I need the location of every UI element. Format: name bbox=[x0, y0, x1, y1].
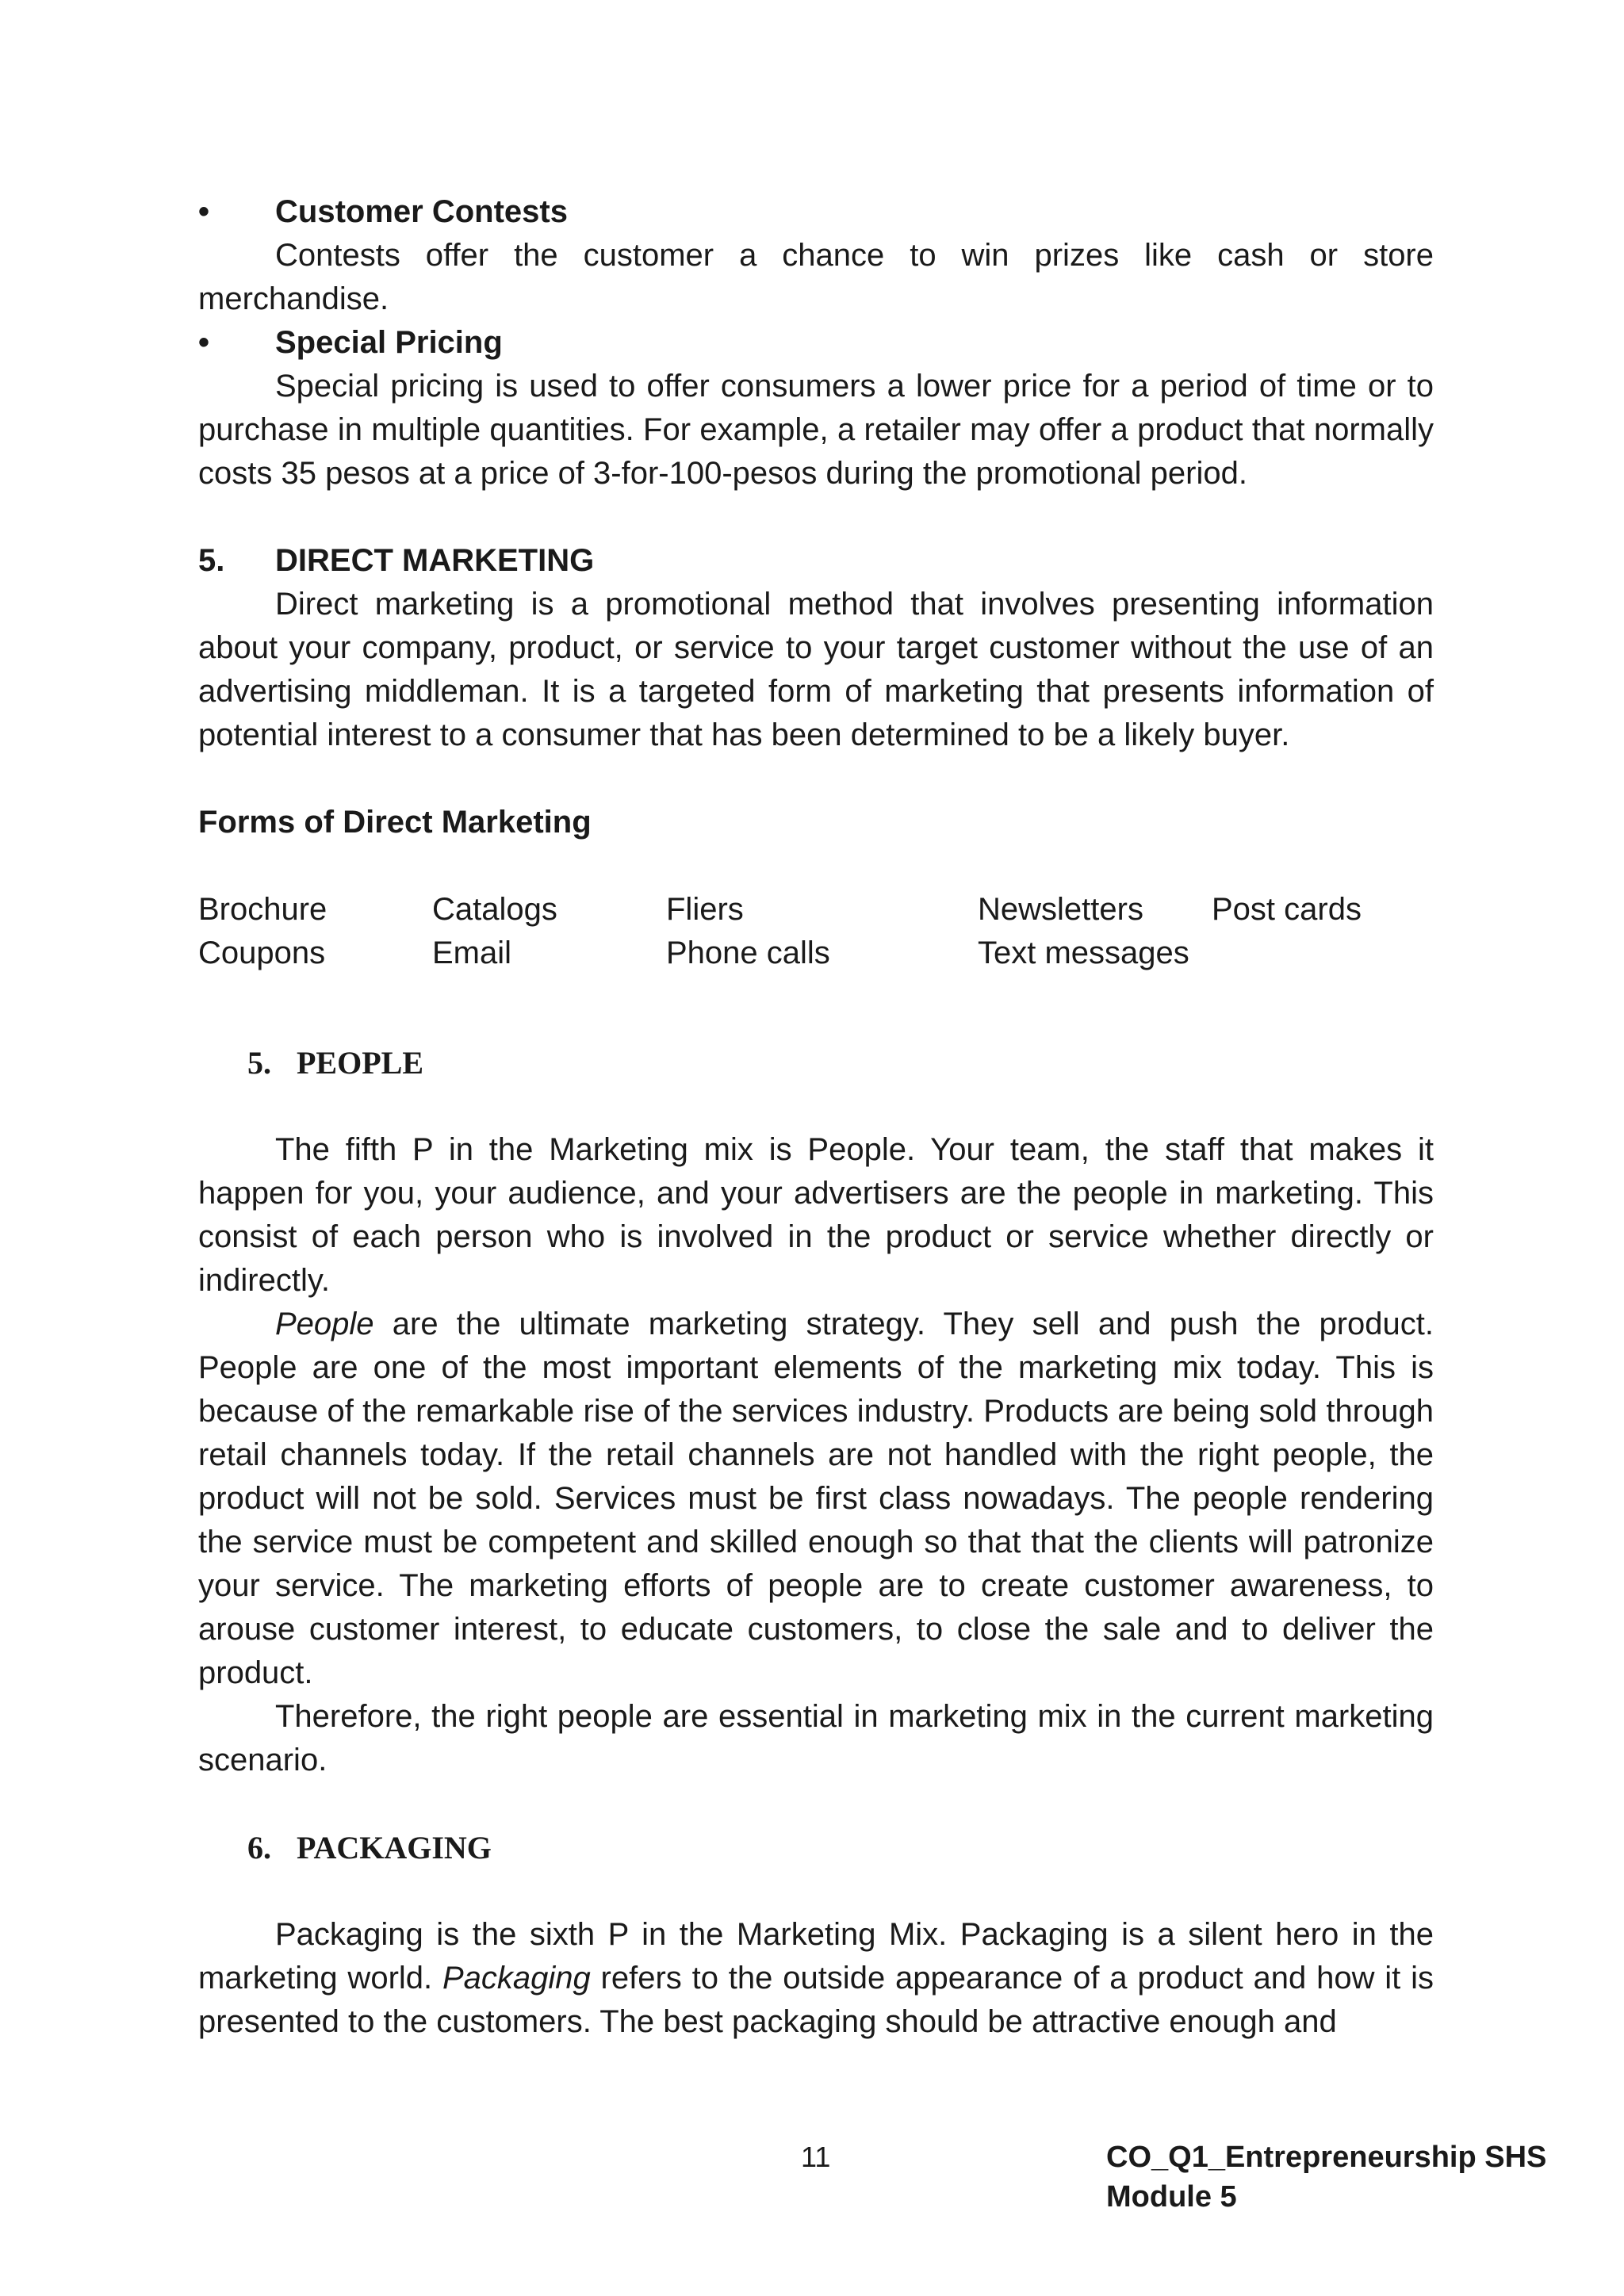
special-pricing-body: Special pricing is used to offer consumers a lower price for a period of time or to purchase in multiple quantities. For example, a retailer may offer a product that normally costs 35 pesos at a price of 3-for-100-pesos during the promotional period. bbox=[198, 369, 1434, 491]
special-pricing-heading bbox=[198, 321, 1434, 365]
forms-row bbox=[198, 888, 1434, 932]
form-item: Fliers bbox=[666, 892, 744, 927]
heading-text: Special Pricing bbox=[275, 325, 503, 360]
forms-row bbox=[198, 932, 1434, 975]
section-number: 6. bbox=[247, 1830, 271, 1866]
page-content bbox=[198, 190, 1434, 2044]
form-item: Post cards bbox=[1212, 892, 1362, 927]
emphasis-text: People bbox=[275, 1307, 374, 1341]
people-heading bbox=[198, 1041, 1434, 1085]
paragraph-text: refers to the outside appearance of a product and how it is presented to the customers. The best packaging should be attractive enough and bbox=[198, 1961, 1434, 2039]
forms-list bbox=[198, 888, 1434, 975]
people-paragraph-2 bbox=[198, 1303, 1434, 1695]
form-item: Brochure bbox=[198, 892, 327, 927]
people-paragraph-1: The fifth P in the Marketing mix is People. Your team, the staff that makes it happen for you, your audience, and your advertisers are the people in marketing. This consist of each person who is involved in the product or service whether directly or indirectly. bbox=[198, 1132, 1434, 1298]
direct-marketing-heading bbox=[198, 539, 1434, 583]
spacer bbox=[198, 844, 1434, 888]
paragraph-text: Packaging is the sixth P in the Marketing Mix. Packaging is a silent hero in the marketing world. bbox=[198, 1917, 1434, 1996]
module-line-2: Module 5 bbox=[1106, 2180, 1237, 2214]
form-item: Catalogs bbox=[432, 892, 557, 927]
spacer bbox=[198, 757, 1434, 801]
customer-contests-body: Contests offer the customer a chance to win prizes like cash or store merchandise. bbox=[198, 238, 1434, 316]
emphasis-text: Packaging bbox=[442, 1961, 591, 1996]
bullet-icon: • bbox=[198, 194, 210, 229]
form-item: Newsletters bbox=[978, 892, 1143, 927]
customer-contests-heading bbox=[198, 190, 1434, 234]
form-item: Phone calls bbox=[666, 936, 830, 970]
page-number: 11 bbox=[801, 2141, 831, 2173]
spacer bbox=[198, 1782, 1434, 1826]
direct-marketing-body: Direct marketing is a promotional method that involves presenting information about your company, product, or service to your target customer without the use of an advertising middleman. It is a targeted form of marketing that presents information of potential interest to a consumer that has been determined to be a likely buyer. bbox=[198, 587, 1434, 752]
heading-text: PACKAGING bbox=[297, 1830, 492, 1866]
form-item: Text messages bbox=[978, 936, 1189, 970]
section-number: 5. bbox=[247, 1045, 271, 1081]
section-number: 5. bbox=[198, 543, 225, 578]
forms-heading: Forms of Direct Marketing bbox=[198, 805, 592, 840]
bullet-icon: • bbox=[198, 325, 210, 360]
spacer bbox=[198, 975, 1434, 1019]
heading-text: Customer Contests bbox=[275, 194, 568, 229]
paragraph-text: are the ultimate marketing strategy. They sell and push the product. People are one of the most important elements of the marketing mix today. This is because of the remarkable rise of the services industry. Products are being sold through retail channels today. If the retail channels are not handled with the right people, the product will not be sold. Services must be first class nowadays. The people rendering the service must be competent and skilled enough so that that the clients will patronize your service. The marketing efforts of people are to create customer awareness, to arouse customer interest, to educate customers, to close the sale and to deliver the product. bbox=[198, 1307, 1434, 1690]
spacer bbox=[198, 1869, 1434, 1913]
people-paragraph-3: Therefore, the right people are essential in marketing mix in the current marketing scenario. bbox=[198, 1699, 1434, 1777]
form-item: Email bbox=[432, 936, 512, 970]
form-item: Coupons bbox=[198, 936, 326, 970]
spacer bbox=[198, 1019, 1434, 1041]
packaging-heading bbox=[198, 1826, 1434, 1869]
heading-text: PEOPLE bbox=[297, 1045, 424, 1081]
packaging-paragraph-1 bbox=[198, 1913, 1434, 2044]
spacer bbox=[198, 496, 1434, 539]
heading-text: DIRECT MARKETING bbox=[275, 543, 595, 578]
module-label bbox=[1106, 2137, 1546, 2217]
spacer bbox=[198, 1085, 1434, 1128]
module-line-1: CO_Q1_Entrepreneurship SHS bbox=[1106, 2141, 1547, 2174]
